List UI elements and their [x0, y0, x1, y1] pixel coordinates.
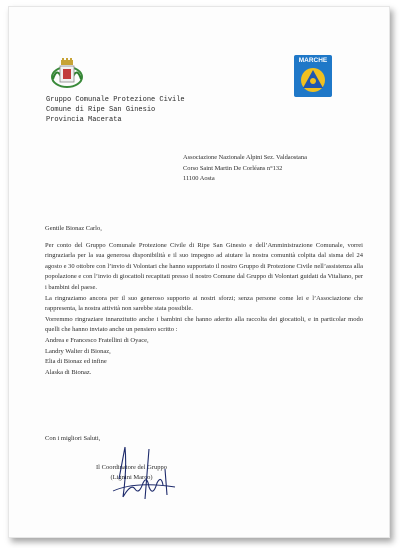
sender-line: Gruppo Comunale Protezione Civile: [46, 96, 185, 104]
marche-protezione-civile-logo: [294, 55, 332, 97]
handwritten-signature: [105, 439, 185, 509]
paragraph: Vorremmo ringraziare innanzitutto anche i bambini che hanno aderito alla raccolta dei giocattoli, e in particolar modo quelli che hanno inviato anche un pensiero scritto :: [45, 315, 363, 334]
recipient-address: [183, 153, 307, 185]
letter-body: [45, 224, 363, 378]
child-name: Alaska di Bionaz.: [45, 368, 92, 376]
closing: Con i migliori Saluti,: [45, 435, 101, 442]
greeting: Gentile Bionaz Carlo,: [45, 225, 102, 232]
paragraph: Per conto del Gruppo Comunale Protezione Civile di Ripe San Ginesio e dell’Amministrazione Comunale, vorrei ringraziarla per la sua generosa disponibilità e il suo impegno ad aiutare la nostra comunità colpita dal sisma del 24 agosto e 30 ottobre con l’invio di Volontari che hanno supportato il nostro Gruppo di Protezione Civile nell’assistenza alla popolazione e con l’invio di giocattoli recapitati presso il nostro Comune dal Gruppo di Volontari guidati da Vitaliano, per i bambini del paese.: [45, 241, 363, 291]
paragraph: La ringraziamo ancora per il suo generoso supporto ai nostri sforzi; senza persone come lei e l’Associazione che rappresenta, la nostra attività non sarebbe stata possibile.: [45, 294, 363, 313]
municipal-crest-icon: [49, 55, 85, 91]
sender-line: Provincia Macerata: [46, 116, 122, 124]
letter-page: [8, 6, 390, 538]
recipient-line: Corso Saint Martin De Corléans n°132: [183, 164, 283, 172]
protezione-civile-logo-icon: [299, 66, 327, 94]
sender-line: Comune di Ripe San Ginesio: [46, 106, 156, 114]
recipient-line: Associazione Nazionale Alpini Sez. Valdaostana: [183, 154, 307, 161]
sender-address: [46, 95, 185, 125]
child-name: Elia di Bionaz ed infine: [45, 358, 107, 366]
child-name: Landry Walter di Bionaz,: [45, 347, 111, 355]
signer-name: (Lignini Marco): [110, 474, 153, 481]
logo-text: MARCHE: [298, 57, 328, 64]
child-name: Andrea e Francesco Fratellini di Oyace,: [45, 336, 149, 344]
recipient-line: 11100 Aosta: [183, 175, 215, 182]
signer-role: Il Coordinatore del Gruppo: [96, 464, 167, 471]
